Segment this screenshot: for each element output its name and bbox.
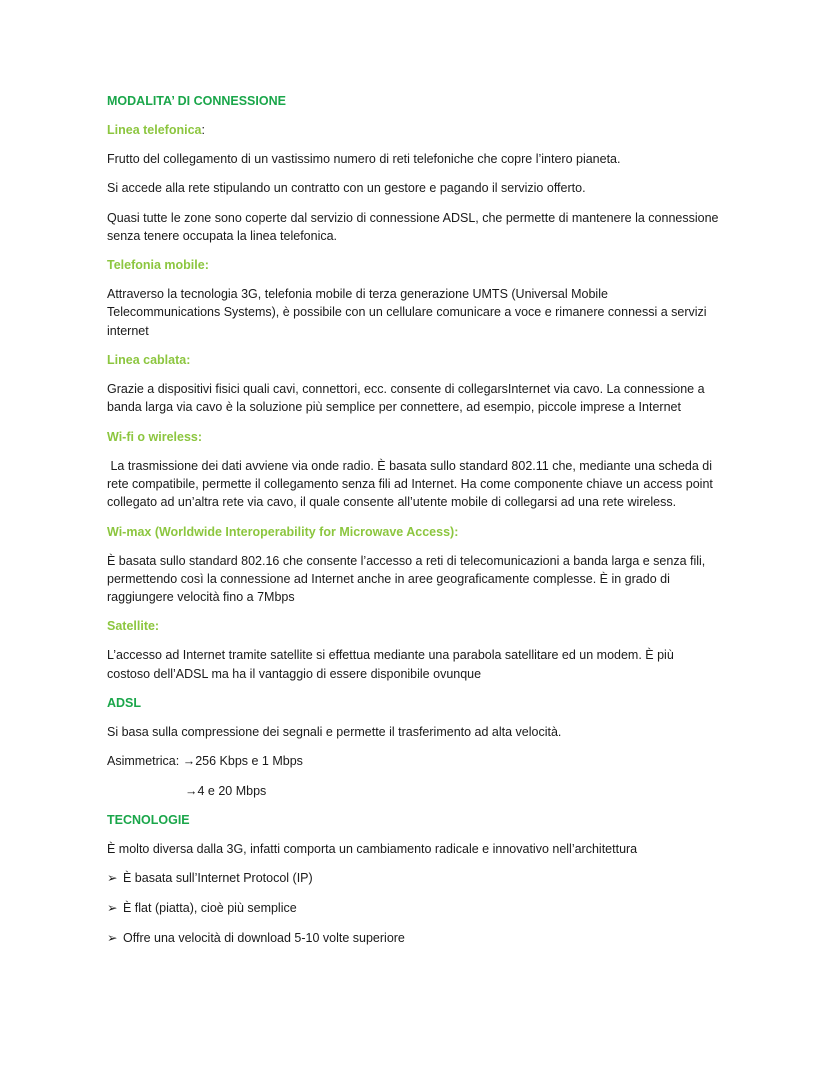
list-item-text: È basata sull’Internet Protocol (IP) [123,871,313,886]
paragraph: Attraverso la tecnologia 3G, telefonia mobile di terza generazione UMTS (Universal Mobile Telecommunications Systems), è possibile con un cellulare comunicare a voce e rimanere connessi a servizi internet [107,287,707,338]
asymmetric-value-1: →256 Kbps e 1 Mbps [182,754,303,769]
paragraph: Frutto del collegamento di un vastissimo numero di reti telefoniche che copre l’intero pianeta. [107,152,621,166]
heading-colon: : [201,123,205,137]
list-item-text: Offre una velocità di download 5-10 volte superiore [123,931,405,946]
document-title: MODALITA’ DI CONNESSIONE [107,94,286,108]
document-page [107,92,719,959]
paragraph: Grazie a dispositivi fisici quali cavi, connettori, ecc. consente di collegarsInternet via cavo. La connessione a banda larga via cavo è la soluzione più semplice per connettere, ad esempio, piccole imprese a Internet [107,382,705,415]
paragraph: Si accede alla rete stipulando un contratto con un gestore e pagando il servizio offerto. [107,181,586,196]
heading-telefonia-mobile: Telefonia mobile: [107,258,209,273]
list-item-text: È flat (piatta), cioè più semplice [123,901,297,916]
asymmetric-line [107,752,719,770]
list-item [107,869,719,887]
paragraph: È molto diversa dalla 3G, infatti comporta un cambiamento radicale e innovativo nell’architettura [107,841,638,856]
list-item [107,899,719,917]
paragraph: È basata sullo standard 802.16 che consente l’accesso a reti di telecomunicazioni a banda larga e senza fili, permettendo così la connessione ad Internet anche in aree geograficamente complesse. È in grado di raggiungere velocità fino a 7Mbps [107,553,706,605]
asymmetric-value-2: →4 e 20 Mbps [185,783,267,798]
paragraph: Quasi tutte le zone sono coperte dal servizio di connessione ADSL, che permette di mantenere la connessione senza tenere occupata la linea telefonica. [107,210,719,243]
list-item [107,929,719,947]
asymmetric-label: Asimmetrica: [107,754,183,769]
heading-wimax: Wi-max (Worldwide Interoperability for Microwave Access): [107,524,459,539]
arrow-bullet-icon: ➢ [107,871,118,886]
heading-adsl: ADSL [107,696,142,711]
heading-linea-telefonica-text: Linea telefonica [107,123,202,137]
paragraph: L’accesso ad Internet tramite satellite si effettua mediante una parabola satellitare ed un modem. È più costoso dell’ADSL ma ha il vantaggio di essere disponibile ovunque [107,648,674,681]
arrow-bullet-icon: ➢ [107,931,118,946]
heading-linea-telefonica [107,121,719,139]
heading-satellite: Satellite: [107,619,160,634]
arrow-bullet-icon: ➢ [107,901,118,916]
paragraph: La trasmissione dei dati avviene via onde radio. È basata sullo standard 802.11 che, mediante una scheda di rete compatibile, permette il collegamento senza fili ad Internet. Ha come componente chiave un access point collegato ad un’altra rete via cavo, il quale consente all’utente mobile di collegarsi ad una rete wireless. [107,458,717,510]
paragraph: Si basa sulla compressione dei segnali e permette il trasferimento ad alta velocità. [107,725,562,740]
heading-wifi: Wi-fi o wireless: [107,429,203,444]
heading-tecnologie: TECNOLOGIE [107,812,190,827]
heading-linea-cablata: Linea cablata: [107,353,191,368]
